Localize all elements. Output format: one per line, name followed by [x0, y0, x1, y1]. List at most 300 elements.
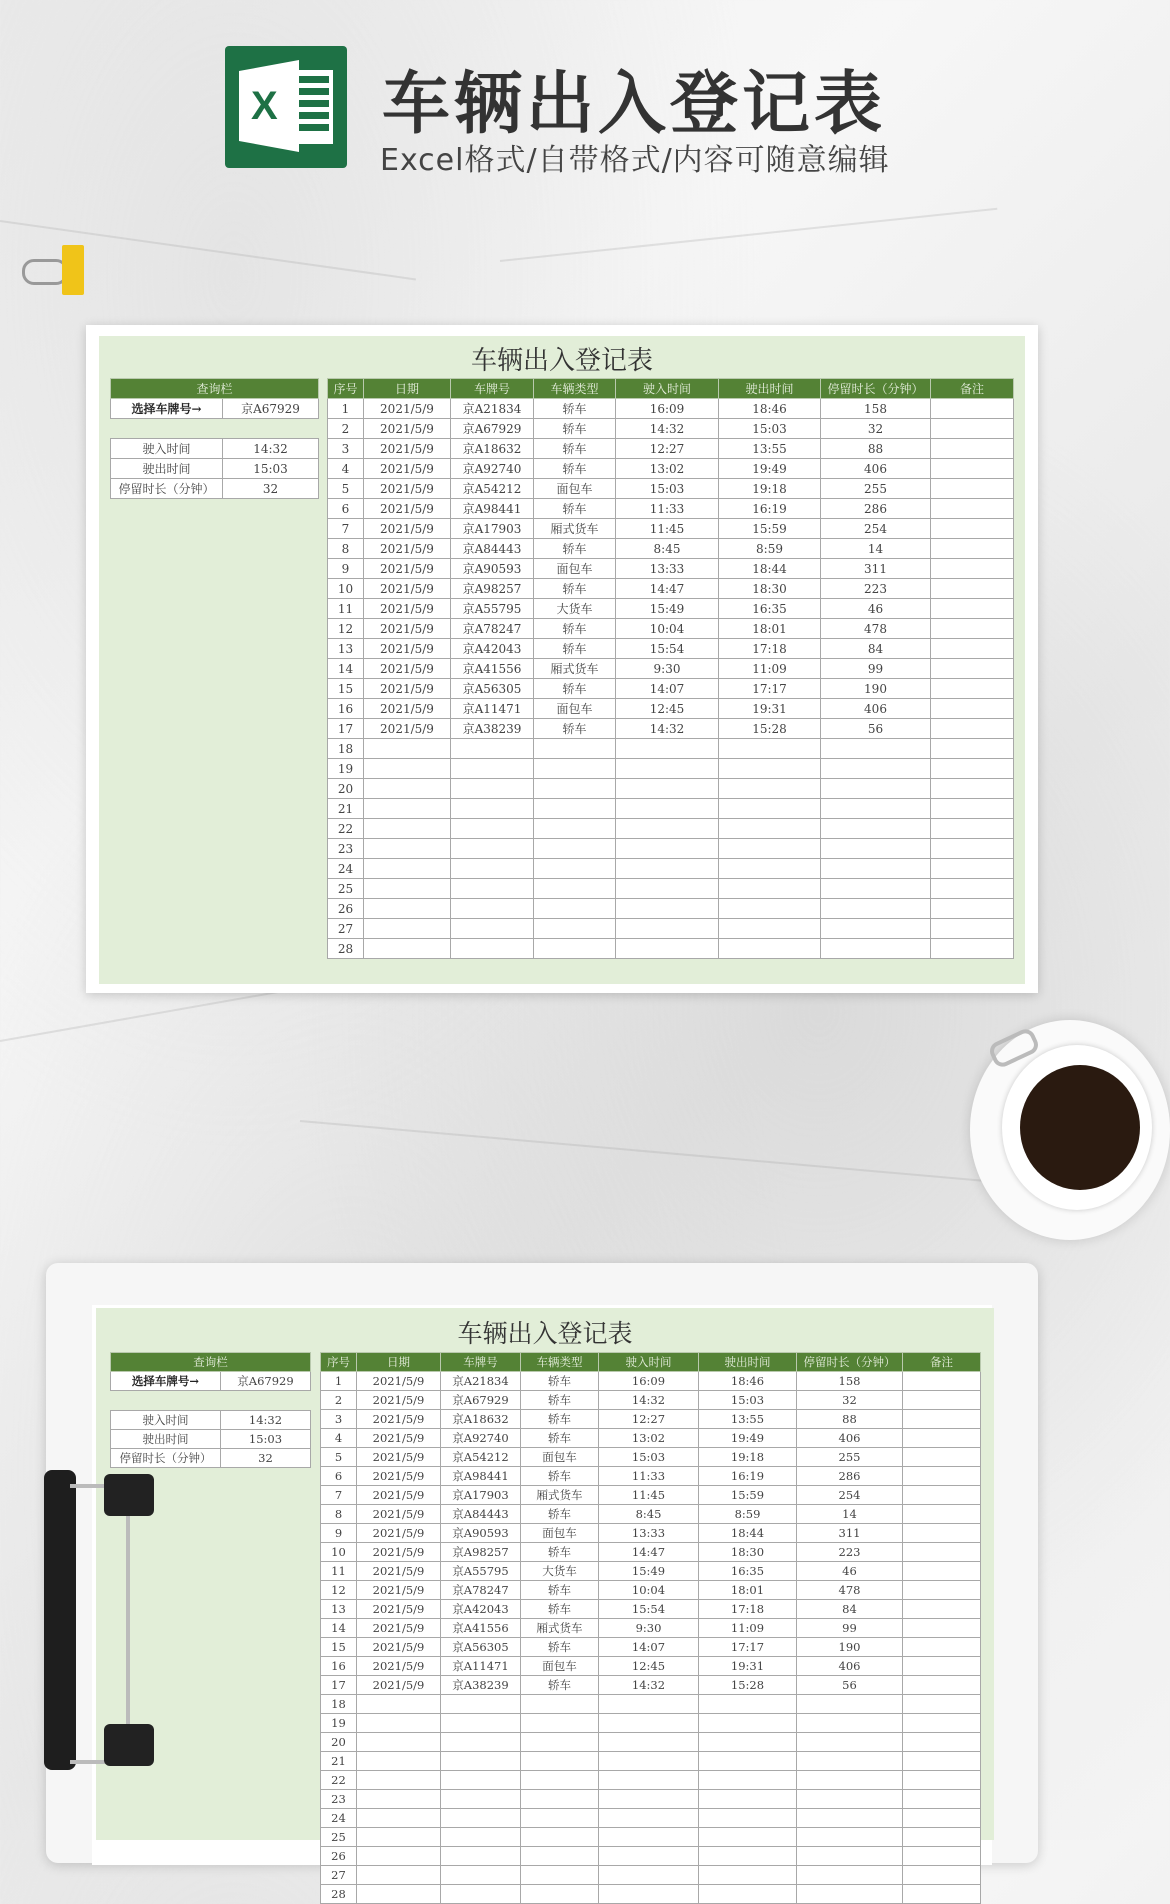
table-cell[interactable] [451, 759, 534, 779]
table-cell[interactable] [699, 1866, 797, 1885]
table-cell[interactable] [719, 899, 821, 919]
table-cell[interactable] [719, 919, 821, 939]
table-cell[interactable]: 厢式货车 [521, 1486, 599, 1505]
table-cell[interactable] [821, 799, 931, 819]
table-cell[interactable] [931, 459, 1014, 479]
table-cell[interactable] [364, 859, 451, 879]
table-cell[interactable]: 254 [797, 1486, 903, 1505]
table-cell[interactable] [931, 419, 1014, 439]
table-cell[interactable] [451, 739, 534, 759]
table-cell[interactable]: 16:35 [719, 599, 821, 619]
table-cell[interactable]: 京A54212 [451, 479, 534, 499]
table-cell[interactable]: 13:02 [599, 1429, 699, 1448]
table-cell[interactable] [364, 759, 451, 779]
table-cell[interactable]: 4 [321, 1429, 357, 1448]
table-cell[interactable] [719, 759, 821, 779]
table-cell[interactable]: 8:45 [599, 1505, 699, 1524]
table-cell[interactable]: 19:18 [719, 479, 821, 499]
table-cell[interactable]: 25 [328, 879, 364, 899]
table-cell[interactable]: 11:33 [616, 499, 719, 519]
table-cell[interactable] [699, 1790, 797, 1809]
table-cell[interactable]: 11:45 [616, 519, 719, 539]
table-cell[interactable] [364, 939, 451, 959]
table-cell[interactable]: 14 [821, 539, 931, 559]
table-cell[interactable] [903, 1866, 981, 1885]
table-cell[interactable]: 轿车 [534, 719, 616, 739]
table-cell[interactable]: 京A17903 [451, 519, 534, 539]
table-cell[interactable]: 18:01 [719, 619, 821, 639]
table-cell[interactable]: 12 [321, 1581, 357, 1600]
table-cell[interactable] [616, 859, 719, 879]
table-cell[interactable]: 2021/5/9 [364, 399, 451, 419]
table-cell[interactable]: 46 [821, 599, 931, 619]
table-cell[interactable]: 14:47 [599, 1543, 699, 1562]
table-cell[interactable] [357, 1714, 441, 1733]
table-cell[interactable] [699, 1752, 797, 1771]
table-cell[interactable] [931, 539, 1014, 559]
table-cell[interactable]: 面包车 [534, 479, 616, 499]
table-cell[interactable]: 京A18632 [441, 1410, 521, 1429]
table-cell[interactable] [821, 939, 931, 959]
table-cell[interactable] [797, 1866, 903, 1885]
table-cell[interactable]: 18 [328, 739, 364, 759]
table-cell[interactable]: 17:18 [699, 1600, 797, 1619]
table-cell[interactable]: 11 [328, 599, 364, 619]
table-cell[interactable] [821, 919, 931, 939]
table-cell[interactable]: 京A42043 [451, 639, 534, 659]
table-cell[interactable]: 5 [321, 1448, 357, 1467]
table-cell[interactable]: 2021/5/9 [357, 1619, 441, 1638]
table-cell[interactable]: 32 [821, 419, 931, 439]
table-cell[interactable] [534, 859, 616, 879]
table-cell[interactable]: 255 [821, 479, 931, 499]
table-cell[interactable] [357, 1885, 441, 1904]
table-cell[interactable]: 面包车 [521, 1657, 599, 1676]
table-cell[interactable]: 京A98441 [451, 499, 534, 519]
table-cell[interactable]: 京A78247 [451, 619, 534, 639]
table-cell[interactable]: 2 [321, 1391, 357, 1410]
table-cell[interactable]: 2021/5/9 [364, 579, 451, 599]
table-cell[interactable] [699, 1733, 797, 1752]
table-cell[interactable]: 15:54 [616, 639, 719, 659]
table-cell[interactable] [931, 559, 1014, 579]
table-cell[interactable]: 15:49 [616, 599, 719, 619]
table-cell[interactable]: 2021/5/9 [357, 1524, 441, 1543]
table-cell[interactable]: 13:02 [616, 459, 719, 479]
table-cell[interactable] [903, 1657, 981, 1676]
table-cell[interactable] [599, 1847, 699, 1866]
table-cell[interactable]: 14 [321, 1619, 357, 1638]
table-cell[interactable] [599, 1771, 699, 1790]
table-cell[interactable]: 2021/5/9 [357, 1600, 441, 1619]
table-cell[interactable] [599, 1714, 699, 1733]
table-cell[interactable]: 19 [321, 1714, 357, 1733]
table-cell[interactable]: 厢式货车 [521, 1619, 599, 1638]
table-cell[interactable]: 20 [321, 1733, 357, 1752]
table-cell[interactable] [357, 1828, 441, 1847]
table-cell[interactable] [903, 1733, 981, 1752]
table-cell[interactable] [903, 1524, 981, 1543]
table-cell[interactable]: 22 [328, 819, 364, 839]
table-cell[interactable]: 15:54 [599, 1600, 699, 1619]
table-cell[interactable]: 28 [328, 939, 364, 959]
table-cell[interactable]: 23 [328, 839, 364, 859]
table-cell[interactable]: 京A92740 [441, 1429, 521, 1448]
table-cell[interactable]: 19:49 [699, 1429, 797, 1448]
table-cell[interactable]: 京A42043 [441, 1600, 521, 1619]
table-cell[interactable]: 1 [321, 1372, 357, 1391]
table-cell[interactable]: 京A90593 [451, 559, 534, 579]
table-cell[interactable]: 15:03 [719, 419, 821, 439]
table-cell[interactable]: 京A38239 [451, 719, 534, 739]
table-cell[interactable]: 2021/5/9 [364, 719, 451, 739]
table-cell[interactable] [441, 1790, 521, 1809]
table-cell[interactable]: 轿车 [534, 679, 616, 699]
table-cell[interactable] [931, 699, 1014, 719]
table-cell[interactable]: 17 [328, 719, 364, 739]
table-cell[interactable]: 面包车 [521, 1524, 599, 1543]
table-cell[interactable] [451, 859, 534, 879]
table-cell[interactable] [357, 1695, 441, 1714]
table-cell[interactable] [797, 1695, 903, 1714]
table-cell[interactable]: 京A21834 [441, 1372, 521, 1391]
table-cell[interactable]: 223 [821, 579, 931, 599]
table-cell[interactable] [534, 759, 616, 779]
table-cell[interactable]: 46 [797, 1562, 903, 1581]
table-cell[interactable]: 2021/5/9 [357, 1391, 441, 1410]
table-cell[interactable]: 27 [321, 1866, 357, 1885]
table-cell[interactable]: 16 [328, 699, 364, 719]
table-cell[interactable]: 19:18 [699, 1448, 797, 1467]
table-cell[interactable]: 面包车 [534, 559, 616, 579]
table-cell[interactable]: 99 [797, 1619, 903, 1638]
table-cell[interactable]: 16:19 [699, 1467, 797, 1486]
table-cell[interactable]: 轿车 [534, 419, 616, 439]
table-cell[interactable] [931, 799, 1014, 819]
table-cell[interactable]: 26 [321, 1847, 357, 1866]
table-cell[interactable]: 15:59 [699, 1486, 797, 1505]
table-cell[interactable]: 15:28 [699, 1676, 797, 1695]
table-cell[interactable] [441, 1714, 521, 1733]
table-cell[interactable]: 17:18 [719, 639, 821, 659]
table-cell[interactable] [903, 1410, 981, 1429]
table-cell[interactable] [903, 1695, 981, 1714]
table-cell[interactable] [441, 1866, 521, 1885]
table-cell[interactable]: 京A56305 [451, 679, 534, 699]
table-cell[interactable]: 轿车 [521, 1676, 599, 1695]
table-cell[interactable]: 15:03 [599, 1448, 699, 1467]
table-cell[interactable] [357, 1752, 441, 1771]
table-cell[interactable]: 京A98441 [441, 1467, 521, 1486]
table-cell[interactable]: 轿车 [521, 1410, 599, 1429]
table-cell[interactable]: 2 [328, 419, 364, 439]
table-cell[interactable]: 2021/5/9 [364, 419, 451, 439]
table-cell[interactable] [521, 1847, 599, 1866]
table-cell[interactable]: 16:19 [719, 499, 821, 519]
table-cell[interactable] [903, 1600, 981, 1619]
table-cell[interactable] [521, 1809, 599, 1828]
table-cell[interactable] [797, 1752, 903, 1771]
table-cell[interactable] [364, 839, 451, 859]
table-cell[interactable] [931, 619, 1014, 639]
table-cell[interactable] [797, 1771, 903, 1790]
table-cell[interactable] [931, 919, 1014, 939]
table-cell[interactable]: 311 [821, 559, 931, 579]
table-cell[interactable]: 21 [321, 1752, 357, 1771]
table-cell[interactable] [699, 1847, 797, 1866]
table-cell[interactable] [931, 819, 1014, 839]
table-cell[interactable]: 12:45 [616, 699, 719, 719]
table-cell[interactable]: 轿车 [521, 1505, 599, 1524]
table-cell[interactable]: 84 [797, 1600, 903, 1619]
table-cell[interactable] [441, 1771, 521, 1790]
table-cell[interactable] [521, 1771, 599, 1790]
table-cell[interactable] [719, 859, 821, 879]
table-cell[interactable] [931, 739, 1014, 759]
table-cell[interactable]: 京A41556 [451, 659, 534, 679]
table-cell[interactable]: 4 [328, 459, 364, 479]
table-cell[interactable]: 京A55795 [441, 1562, 521, 1581]
table-cell[interactable] [451, 919, 534, 939]
table-cell[interactable] [441, 1809, 521, 1828]
table-cell[interactable] [599, 1752, 699, 1771]
table-cell[interactable]: 15 [328, 679, 364, 699]
table-cell[interactable] [931, 519, 1014, 539]
table-cell[interactable] [616, 739, 719, 759]
table-cell[interactable] [931, 579, 1014, 599]
table-cell[interactable]: 13:33 [616, 559, 719, 579]
table-cell[interactable]: 轿车 [534, 639, 616, 659]
table-cell[interactable] [931, 399, 1014, 419]
table-cell[interactable] [797, 1885, 903, 1904]
table-cell[interactable]: 1 [328, 399, 364, 419]
table-cell[interactable]: 24 [321, 1809, 357, 1828]
table-cell[interactable] [534, 779, 616, 799]
table-cell[interactable] [719, 879, 821, 899]
table-cell[interactable] [797, 1733, 903, 1752]
table-cell[interactable]: 轿车 [521, 1543, 599, 1562]
table-cell[interactable]: 19:49 [719, 459, 821, 479]
table-cell[interactable] [599, 1809, 699, 1828]
table-cell[interactable]: 2021/5/9 [364, 519, 451, 539]
table-cell[interactable] [534, 799, 616, 819]
table-cell[interactable]: 18:30 [719, 579, 821, 599]
table-cell[interactable] [364, 899, 451, 919]
table-cell[interactable] [931, 939, 1014, 959]
table-cell[interactable]: 轿车 [521, 1467, 599, 1486]
table-cell[interactable]: 2021/5/9 [364, 439, 451, 459]
table-cell[interactable]: 12:27 [599, 1410, 699, 1429]
table-cell[interactable]: 京A21834 [451, 399, 534, 419]
table-cell[interactable] [797, 1809, 903, 1828]
table-cell[interactable]: 190 [821, 679, 931, 699]
table-cell[interactable] [797, 1714, 903, 1733]
table-cell[interactable] [364, 799, 451, 819]
table-cell[interactable] [931, 499, 1014, 519]
table-cell[interactable]: 13:33 [599, 1524, 699, 1543]
table-cell[interactable]: 2021/5/9 [357, 1448, 441, 1467]
table-cell[interactable]: 轿车 [521, 1600, 599, 1619]
table-cell[interactable]: 9:30 [599, 1619, 699, 1638]
table-cell[interactable]: 7 [328, 519, 364, 539]
table-cell[interactable] [364, 779, 451, 799]
table-cell[interactable]: 25 [321, 1828, 357, 1847]
table-cell[interactable]: 面包车 [521, 1448, 599, 1467]
table-cell[interactable]: 2021/5/9 [364, 559, 451, 579]
table-cell[interactable]: 2021/5/9 [364, 479, 451, 499]
table-cell[interactable] [534, 899, 616, 919]
table-cell[interactable] [931, 839, 1014, 859]
table-cell[interactable]: 2021/5/9 [357, 1410, 441, 1429]
table-cell[interactable]: 京A17903 [441, 1486, 521, 1505]
table-cell[interactable]: 15 [321, 1638, 357, 1657]
table-cell[interactable]: 14:07 [616, 679, 719, 699]
table-cell[interactable]: 2021/5/9 [357, 1372, 441, 1391]
table-cell[interactable] [357, 1847, 441, 1866]
table-cell[interactable] [534, 839, 616, 859]
table-cell[interactable] [441, 1752, 521, 1771]
table-cell[interactable] [903, 1790, 981, 1809]
table-cell[interactable] [699, 1771, 797, 1790]
table-cell[interactable] [699, 1809, 797, 1828]
table-cell[interactable]: 京A98257 [441, 1543, 521, 1562]
table-cell[interactable] [599, 1733, 699, 1752]
table-cell[interactable] [931, 859, 1014, 879]
table-cell[interactable] [931, 759, 1014, 779]
table-cell[interactable]: 24 [328, 859, 364, 879]
table-cell[interactable]: 18:46 [719, 399, 821, 419]
table-cell[interactable]: 26 [328, 899, 364, 919]
table-cell[interactable] [451, 779, 534, 799]
table-cell[interactable]: 8 [321, 1505, 357, 1524]
table-cell[interactable] [521, 1866, 599, 1885]
table-cell[interactable]: 14:32 [599, 1391, 699, 1410]
table-cell[interactable] [357, 1733, 441, 1752]
table-cell[interactable]: 2021/5/9 [357, 1467, 441, 1486]
table-cell[interactable] [521, 1733, 599, 1752]
table-cell[interactable] [364, 879, 451, 899]
table-cell[interactable]: 21 [328, 799, 364, 819]
table-cell[interactable] [699, 1714, 797, 1733]
table-cell[interactable]: 轿车 [534, 399, 616, 419]
table-cell[interactable]: 478 [797, 1581, 903, 1600]
table-cell[interactable] [931, 479, 1014, 499]
table-cell[interactable]: 京A67929 [441, 1391, 521, 1410]
table-cell[interactable]: 2021/5/9 [357, 1657, 441, 1676]
table-cell[interactable] [719, 839, 821, 859]
table-cell[interactable] [616, 779, 719, 799]
table-cell[interactable]: 2021/5/9 [357, 1543, 441, 1562]
table-cell[interactable]: 京A92740 [451, 459, 534, 479]
table-cell[interactable]: 223 [797, 1543, 903, 1562]
table-cell[interactable]: 23 [321, 1790, 357, 1809]
table-cell[interactable] [521, 1695, 599, 1714]
table-cell[interactable]: 14:07 [599, 1638, 699, 1657]
table-cell[interactable] [821, 879, 931, 899]
table-cell[interactable] [719, 799, 821, 819]
table-cell[interactable]: 84 [821, 639, 931, 659]
table-cell[interactable] [821, 819, 931, 839]
table-cell[interactable]: 2021/5/9 [357, 1676, 441, 1695]
table-cell[interactable]: 56 [821, 719, 931, 739]
table-cell[interactable] [903, 1885, 981, 1904]
table-cell[interactable]: 13:55 [699, 1410, 797, 1429]
table-cell[interactable]: 轿车 [534, 459, 616, 479]
table-cell[interactable]: 9 [321, 1524, 357, 1543]
table-cell[interactable]: 27 [328, 919, 364, 939]
table-cell[interactable]: 10:04 [599, 1581, 699, 1600]
plate-select-dropdown[interactable]: 京A67929 [221, 1372, 311, 1391]
table-cell[interactable] [616, 799, 719, 819]
table-cell[interactable]: 22 [321, 1771, 357, 1790]
table-cell[interactable] [616, 819, 719, 839]
table-cell[interactable]: 13:55 [719, 439, 821, 459]
table-cell[interactable]: 11:09 [719, 659, 821, 679]
table-cell[interactable]: 轿车 [534, 499, 616, 519]
table-cell[interactable] [357, 1790, 441, 1809]
table-cell[interactable] [719, 739, 821, 759]
table-cell[interactable]: 406 [821, 459, 931, 479]
table-cell[interactable]: 11 [321, 1562, 357, 1581]
table-cell[interactable]: 15:49 [599, 1562, 699, 1581]
table-cell[interactable] [903, 1771, 981, 1790]
table-cell[interactable] [599, 1790, 699, 1809]
table-cell[interactable]: 京A67929 [451, 419, 534, 439]
table-cell[interactable]: 轿车 [521, 1638, 599, 1657]
table-cell[interactable]: 轿车 [521, 1429, 599, 1448]
table-cell[interactable] [821, 759, 931, 779]
table-cell[interactable]: 轿车 [534, 439, 616, 459]
table-cell[interactable]: 2021/5/9 [357, 1486, 441, 1505]
table-cell[interactable] [699, 1695, 797, 1714]
table-cell[interactable]: 158 [821, 399, 931, 419]
table-cell[interactable]: 19 [328, 759, 364, 779]
table-cell[interactable] [616, 919, 719, 939]
table-cell[interactable]: 6 [321, 1467, 357, 1486]
table-cell[interactable]: 2021/5/9 [357, 1429, 441, 1448]
table-cell[interactable]: 16:09 [616, 399, 719, 419]
table-cell[interactable]: 17:17 [719, 679, 821, 699]
table-cell[interactable] [699, 1885, 797, 1904]
table-cell[interactable]: 轿车 [534, 579, 616, 599]
table-cell[interactable] [357, 1771, 441, 1790]
table-cell[interactable] [931, 899, 1014, 919]
table-cell[interactable]: 京A55795 [451, 599, 534, 619]
table-cell[interactable] [797, 1847, 903, 1866]
table-cell[interactable] [451, 899, 534, 919]
table-cell[interactable] [451, 939, 534, 959]
table-cell[interactable]: 面包车 [534, 699, 616, 719]
table-cell[interactable]: 286 [821, 499, 931, 519]
table-cell[interactable]: 19:31 [699, 1657, 797, 1676]
table-cell[interactable] [903, 1562, 981, 1581]
table-cell[interactable]: 190 [797, 1638, 903, 1657]
table-cell[interactable] [931, 639, 1014, 659]
table-cell[interactable] [451, 879, 534, 899]
table-cell[interactable]: 京A18632 [451, 439, 534, 459]
table-cell[interactable]: 京A11471 [451, 699, 534, 719]
table-cell[interactable]: 2021/5/9 [357, 1505, 441, 1524]
table-cell[interactable]: 311 [797, 1524, 903, 1543]
table-cell[interactable]: 5 [328, 479, 364, 499]
table-cell[interactable] [521, 1885, 599, 1904]
table-cell[interactable] [903, 1847, 981, 1866]
table-cell[interactable] [616, 879, 719, 899]
table-cell[interactable] [931, 719, 1014, 739]
table-cell[interactable] [903, 1638, 981, 1657]
table-cell[interactable]: 19:31 [719, 699, 821, 719]
table-cell[interactable] [797, 1828, 903, 1847]
